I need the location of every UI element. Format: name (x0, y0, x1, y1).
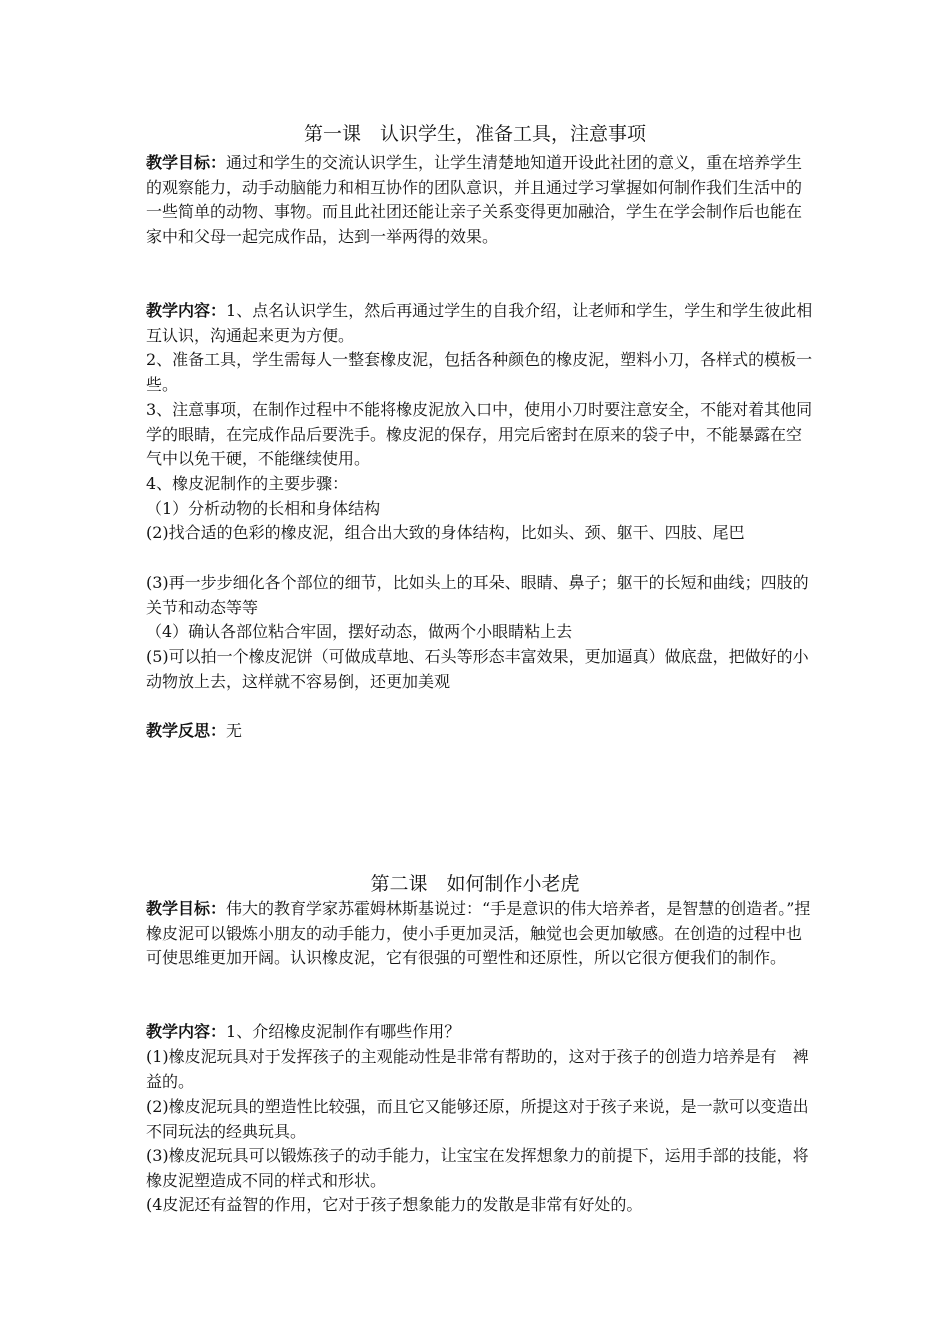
lesson1-content-label: 教学内容： (146, 301, 227, 320)
lesson1-goal-text: 通过和学生的交流认识学生，让学生清楚地知道开设此社团的意义，重在培养学生的观察能力，动手动脑能力和相互协作的团队意识，并且通过学习掌握如何制作我们生活中的一些简单的动物、事物。而且此社团还能让亲子关系变得更加融洽，学生在学会制作后也能在家中和父母一起完成作品，达到一举两得的效果。 (146, 153, 803, 246)
lesson1-step-5: (5)可以拍一个橡皮泥饼（可做成草地、石头等形态丰富效果，更加逼真）做底盘，把做好的小动物放上去，这样就不容易倒，还更加美观 (146, 647, 809, 691)
lesson1-content-intro: 1、点名认识学生，然后再通过学生的自我介绍，让老师和学生，学生和学生彼此相互认识，沟通起来更为方便。 (146, 301, 813, 345)
lesson2-point-4: (4皮泥还有益智的作用，它对于孩子想象能力的发散是非常有好处的。 (146, 1195, 643, 1214)
lesson1-content (146, 299, 814, 348)
lesson2-point-1: (1)橡皮泥玩具对于发挥孩子的主观能动性是非常有帮助的，这对于孩子的创造力培养是有 裨益的。 (146, 1047, 809, 1091)
lesson2-content-intro: 1、介绍橡皮泥制作有哪些作用？ (226, 1022, 461, 1041)
lesson2-title: 第二课 如何制作小老虎 (370, 873, 580, 895)
lesson2-point-3: (3)橡皮泥玩具可以锻炼孩子的动手能力，让宝宝在发挥想象力的前提下，运用手部的技能，将橡皮泥塑造成不同的样式和形状。 (146, 1146, 809, 1190)
lesson1-item-3: 3、注意事项，在制作过程中不能将橡皮泥放入口中，使用小刀时要注意安全，不能对着其他同学的眼睛，在完成作品后要洗手。橡皮泥的保存，用完后密封在原来的袋子中，不能暴露在空气中以免干硬，不能继续使用。 (146, 400, 813, 469)
lesson1-reflection (146, 719, 814, 744)
lesson1-goal (146, 151, 814, 249)
lesson2-goal-label: 教学目标： (146, 899, 227, 918)
lesson2-content (146, 1020, 814, 1045)
lesson1-reflect-label: 教学反思： (146, 721, 227, 740)
lesson1-step-2: (2)找合适的色彩的橡皮泥，组合出大致的身体结构，比如头、颈、躯干、四肢、尾巴 (146, 523, 745, 542)
lesson1-title: 第一课 认识学生，准备工具，注意事项 (303, 123, 646, 145)
lesson2-content-label: 教学内容： (146, 1022, 227, 1041)
lesson1-step-4: （4）确认各部位粘合牢固，摆好动态，做两个小眼睛粘上去 (146, 622, 573, 641)
lesson1-item-4: 4、橡皮泥制作的主要步骤： (146, 474, 349, 493)
lesson2-goal (146, 897, 814, 971)
lesson2-point-2: (2)橡皮泥玩具的塑造性比较强，而且它又能够还原，所提这对于孩子来说，是一款可以变造出不同玩法的经典玩具。 (146, 1097, 809, 1141)
lesson2-goal-text: 伟大的教育学家苏霍姆林斯基说过：“手是意识的伟大培养者，是智慧的创造者。”捏橡皮泥可以锻炼小朋友的动手能力，使小手更加灵活，触觉也会更加敏感。在创造的过程中也可使思维更加开阔。认识橡皮泥，它有很强的可塑性和还原性，所以它很方便我们的制作。 (146, 899, 811, 968)
lesson1-step-1: （1）分析动物的长相和身体结构 (146, 499, 381, 518)
lesson1-step-3: (3)再一步步细化各个部位的细节，比如头上的耳朵、眼睛、鼻子；躯干的长短和曲线；四肢的关节和动态等等 (146, 573, 809, 617)
lesson1-item-2: 2、准备工具，学生需每人一整套橡皮泥，包括各种颜色的橡皮泥，塑料小刀，各样式的模板一些。 (146, 350, 813, 394)
lesson1-goal-label: 教学目标： (146, 153, 227, 172)
lesson1-reflect-text: 无 (226, 721, 243, 740)
